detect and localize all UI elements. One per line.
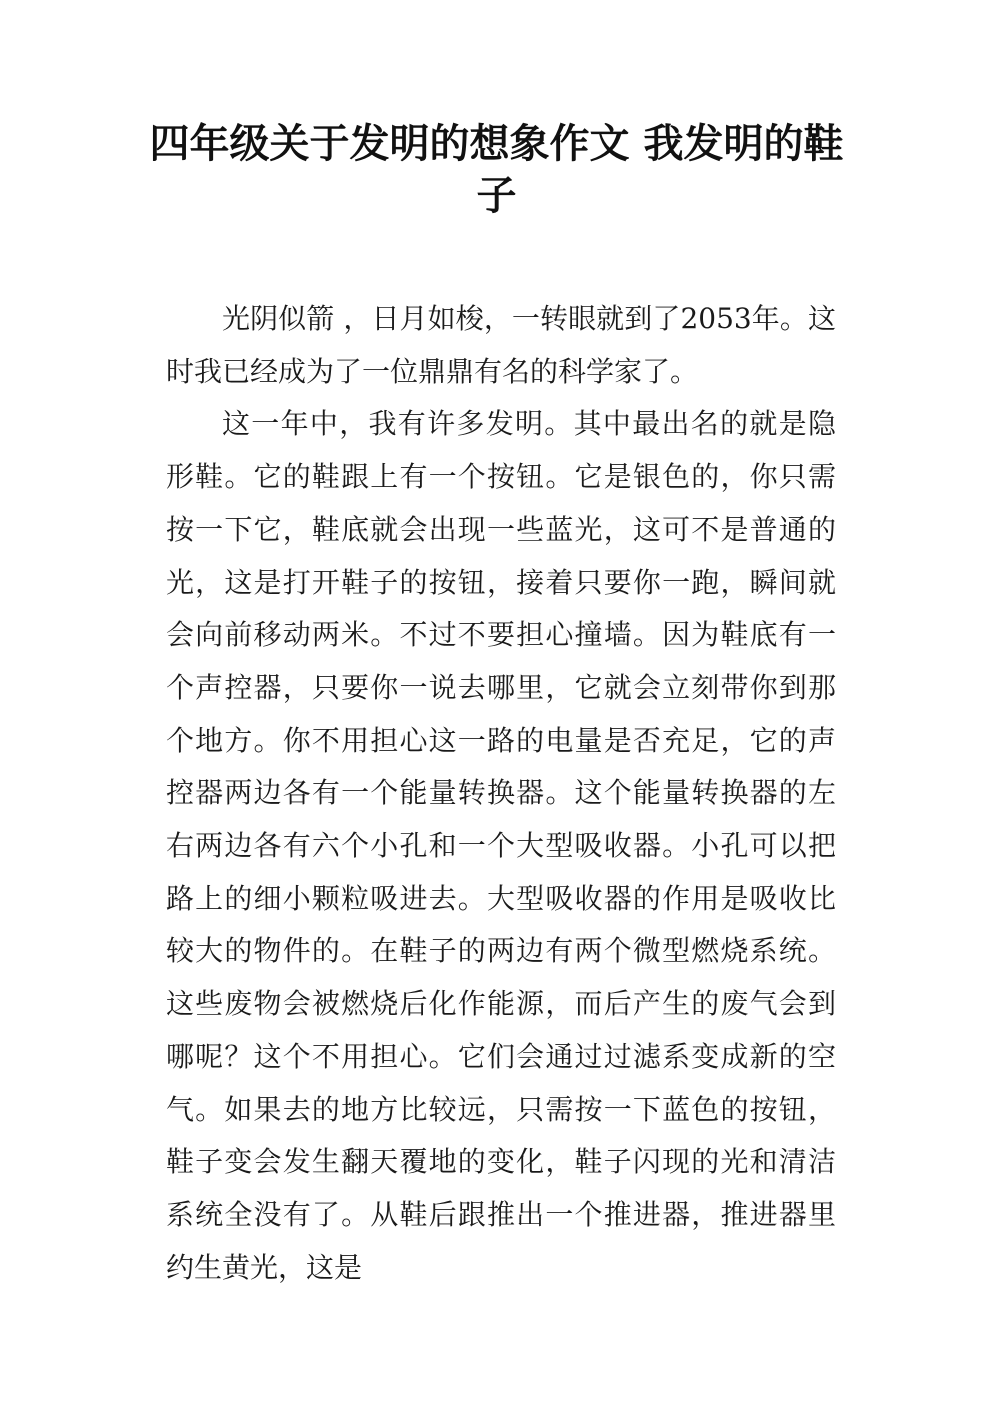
paragraph-1: 光阴似箭 ，日月如梭，一转眼就到了2053年。这时我已经成为了一位鼎鼎有名的科学家了。	[166, 302, 836, 388]
document-body	[166, 293, 836, 1294]
document-title: 四年级关于发明的想象作文 我发明的鞋子	[149, 121, 844, 219]
paragraph-2: 这一年中，我有许多发明。其中最出名的就是隐形鞋。它的鞋跟上有一个按钮。它是银色的，你只需按一下它，鞋底就会出现一些蓝光，这可不是普通的光，这是打开鞋子的按钮，接着只要你一跑，瞬间就会向前移动两米。不过不要担心撞墙。因为鞋底有一个声控器，只要你一说去哪里，它就会立刻带你到那个地方。你不用担心这一路的电量是否充足，它的声控器两边各有一个能量转换器。这个能量转换器的左右两边各有六个小孔和一个大型吸收器。小孔可以把路上的细小颗粒吸进去。大型吸收器的作用是吸收比较大的物件的。在鞋子的两边有两个微型燃烧系统。这些废物会被燃烧后化作能源，而后产生的废气会到哪呢？这个不用担心。它们会通过过滤系变成新的空气。如果去的地方比较远，只需按一下蓝色的按钮，鞋子变会发生翻天覆地的变化，鞋子闪现的光和清洁系统全没有了。从鞋后跟推出一个推进器，推进器里约生黄光，这是	[166, 407, 836, 1284]
